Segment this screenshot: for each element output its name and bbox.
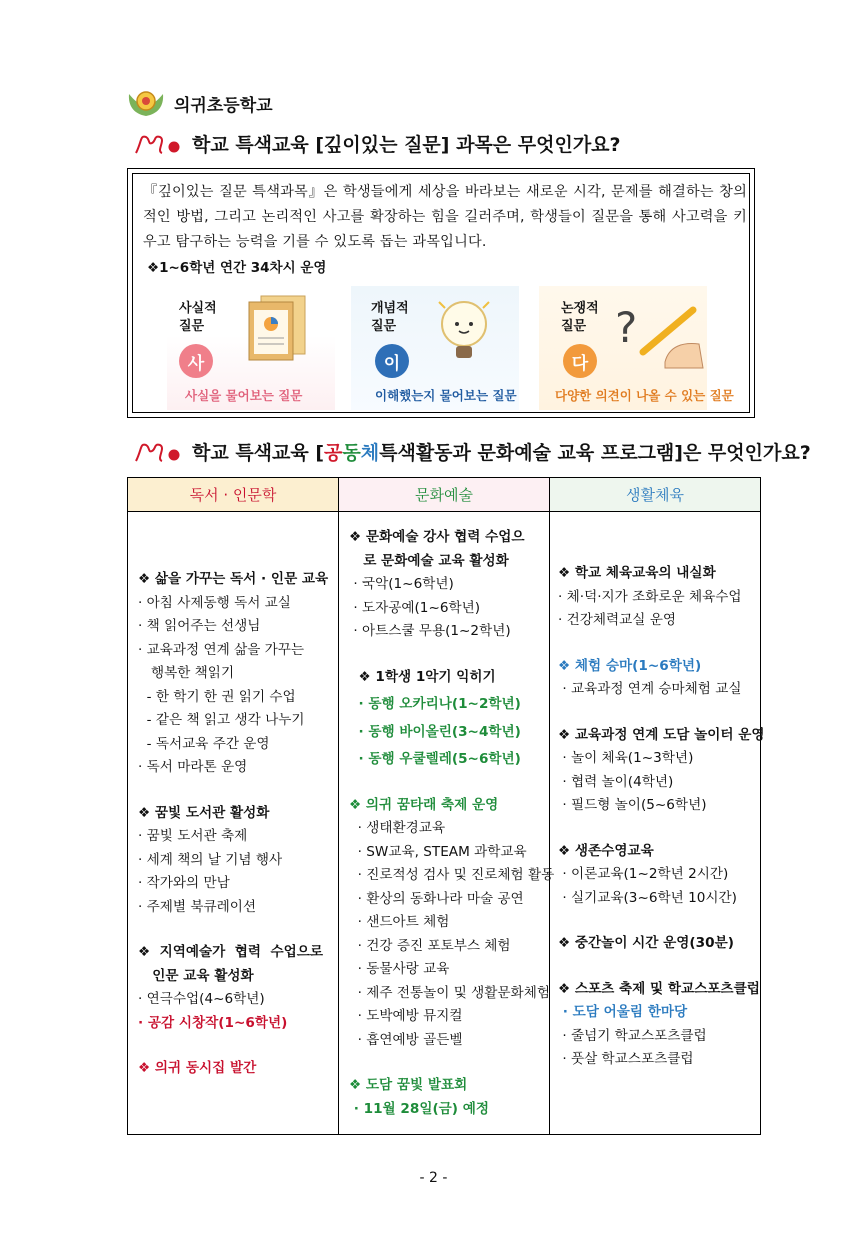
program-item: · SW교육, STEAM 과학교육 <box>349 843 527 860</box>
card-caption: 다양한 의견이 나올 수 있는 질문 <box>555 388 734 403</box>
program-item: - 한 학기 한 권 읽기 수업 <box>138 688 296 705</box>
title-suffix: 특색활동과 문화예술 교육 프로그램]은 무엇인가요? <box>379 442 811 464</box>
program-item: · 국악(1~6학년) <box>349 576 454 592</box>
program-item: ❖ 도담 꿈빛 발표회 <box>349 1077 468 1093</box>
program-item: · 도자공예(1~6학년) <box>349 599 481 616</box>
spacer <box>138 1035 338 1057</box>
school-name: 의귀초등학교 <box>174 95 273 116</box>
program-item: · 도박예방 뮤지컬 <box>349 1008 463 1024</box>
program-item: · 주제별 북큐레이션 <box>138 898 257 915</box>
program-item: · 풋살 학교스포츠클럽 <box>558 1051 694 1067</box>
section1-title: 학교 특색교육 [깊이있는 질문] 과목은 무엇인가요? <box>192 134 621 156</box>
question-card-conceptual <box>351 286 519 410</box>
program-item: · 꿈빛 도서관 축제 <box>138 828 248 844</box>
section1-description: 『깊이있는 질문 특색과목』은 학생들에게 세상을 바라보는 새로운 시각, 문제를 해결하는 창의적인 방법, 그리고 논리적인 사고를 확장하는 힘을 길러주며, 학생들이 질문을 통해 사고력을 키우고 탐구하는 능력을 기를 수 있도록 돕는 과목입니다. <box>143 184 747 250</box>
spacer <box>138 919 338 941</box>
title-che: 체 <box>360 442 380 464</box>
column-sports-list <box>558 512 765 1072</box>
program-item: · 필드형 놀이(5~6학년) <box>558 797 707 813</box>
column-sports <box>550 512 765 1135</box>
program-item: 행복한 책읽기 <box>138 665 235 681</box>
program-item: · 놀이 체육(1~3학년) <box>558 750 694 766</box>
program-item: · 아트스쿨 무용(1~2학년) <box>349 623 511 639</box>
program-item: ❖ 교육과정 연계 도담 놀이터 운영 <box>558 726 765 743</box>
header-sports: 생활체육 <box>550 478 761 512</box>
card-caption: 이해했는지 물어보는 질문 <box>375 388 517 403</box>
card-label <box>371 300 409 336</box>
program-item: ❖ 꿈빛 도서관 활성화 <box>138 804 270 821</box>
section2-heading <box>132 438 811 465</box>
program-item: · 도담 어울림 한마당 <box>558 1004 688 1020</box>
program-item: · 동물사랑 교육 <box>349 961 450 977</box>
column-culture-arts <box>339 512 555 1135</box>
spacer <box>138 780 338 802</box>
question-card-debate <box>539 286 734 410</box>
spacer <box>558 702 760 724</box>
card-letter-badge <box>179 344 213 378</box>
document-chart-icon <box>241 290 311 362</box>
section1-box <box>127 168 755 418</box>
program-item: · 공감 시창작(1~6학년) <box>138 1014 288 1031</box>
header-reading: 독서 · 인문학 <box>128 478 339 512</box>
program-item: · 세계 책의 날 기념 행사 <box>138 851 283 868</box>
program-item: ❖ 1학생 1악기 익히기 <box>349 668 496 685</box>
lightbulb-icon <box>429 292 499 372</box>
program-item: ❖ 문화예술 강사 협력 수업으 <box>349 529 525 545</box>
spacer <box>349 644 549 666</box>
program-item: · 아침 사제동행 독서 교실 <box>138 594 291 611</box>
program-item: · 동행 오카리나(1~2학년) <box>349 696 521 712</box>
spacer <box>558 956 760 978</box>
program-item: · 제주 전통놀이 및 생활문화체험 <box>349 984 550 1001</box>
header-culture-arts: 문화예술 <box>339 478 550 512</box>
spacer <box>558 512 760 562</box>
program-item: · 줄넘기 학교스포츠클럽 <box>558 1027 707 1044</box>
section1-heading <box>132 130 621 157</box>
program-item: · 11월 28일(금) 예정 <box>349 1100 490 1117</box>
card-letter: 이 <box>383 353 401 374</box>
program-item: ❖ 중간놀이 시간 운영(30분) <box>558 935 734 951</box>
spacer <box>558 818 760 840</box>
program-item: ❖ 스포츠 축제 및 학교스포츠클럽 <box>558 980 760 997</box>
card-letter: 사 <box>187 353 205 374</box>
heart-ribbon-icon <box>132 131 182 157</box>
spacer <box>349 512 549 526</box>
program-item: · 연극수업(4~6학년) <box>138 991 265 1007</box>
program-item: · 실기교육(3~6학년 10시간) <box>558 889 737 906</box>
program-item: ❖ 생존수영교육 <box>558 842 654 859</box>
program-item: · 책 읽어주는 선생님 <box>138 618 261 634</box>
program-item: · 교육과정 연계 삶을 가꾸는 <box>138 641 305 658</box>
program-item: · 샌드아트 체험 <box>349 914 450 930</box>
card-letter-badge <box>375 344 409 378</box>
card-label <box>179 300 217 336</box>
card-label-line2: 질문 <box>179 319 205 334</box>
section2-title <box>192 438 811 465</box>
spacer <box>349 1052 549 1074</box>
section1-inner-frame <box>132 173 750 413</box>
hand-pencil-question-icon <box>609 292 705 372</box>
school-header <box>126 86 273 120</box>
spacer <box>349 772 549 794</box>
program-item: 인문 교육 활성화 <box>138 967 254 984</box>
page-number: - 2 - <box>419 1170 448 1186</box>
program-item: ❖ 의귀 꿈타래 축제 운영 <box>349 796 499 813</box>
question-card-factual <box>167 286 335 410</box>
program-item: · 협력 놀이(4학년) <box>558 773 674 790</box>
program-item: ❖ 의귀 동시집 발간 <box>138 1060 257 1076</box>
program-item: - 독서교육 주간 운영 <box>138 735 270 752</box>
program-item: · 진로적성 검사 및 진로체험 활동 <box>349 867 555 883</box>
card-label-line2: 질문 <box>371 319 397 334</box>
program-item: · 교육과정 연계 승마체험 교실 <box>558 681 742 697</box>
spacer <box>138 512 338 568</box>
card-label-line1: 사실적 <box>179 301 217 316</box>
title-gong: 공 <box>324 442 343 464</box>
program-item: ❖ 지역예술가 협력 수업으로 <box>138 944 324 960</box>
program-item: · 건강체력교실 운영 <box>558 612 677 628</box>
card-label <box>561 300 599 336</box>
program-item: · 생태환경교육 <box>349 820 446 836</box>
program-item: · 동행 우쿨렐레(5~6학년) <box>349 751 521 767</box>
program-item: · 환상의 동화나라 마술 공연 <box>349 890 524 907</box>
column-reading-list <box>138 512 338 1081</box>
title-prefix: 학교 특색교육 [ <box>192 442 325 464</box>
card-caption: 사실을 물어보는 질문 <box>185 388 303 403</box>
program-item: · 작가와의 만남 <box>138 875 230 891</box>
spacer <box>558 910 760 932</box>
column-culture-arts-list <box>349 512 555 1121</box>
section1-bullet: ❖1~6학년 연간 34차시 운영 <box>147 260 327 276</box>
program-item: - 같은 책 읽고 생각 나누기 <box>138 712 305 728</box>
program-item: 로 문화예술 교육 활성화 <box>349 552 509 569</box>
card-letter-badge <box>563 344 597 378</box>
program-item: · 건강 증진 포토부스 체험 <box>349 937 511 954</box>
svg-text:?: ? <box>615 303 638 352</box>
card-label-line2: 질문 <box>561 319 587 334</box>
program-item: · 동행 바이올린(3~4학년) <box>349 723 521 740</box>
card-label-line1: 논쟁적 <box>561 301 599 316</box>
spacer <box>558 633 760 655</box>
program-table <box>127 477 765 1135</box>
school-emblem-icon <box>126 86 166 120</box>
program-item: ❖ 삶을 가꾸는 독서 · 인문 교육 <box>138 571 329 587</box>
program-item: · 흡연예방 골든벨 <box>349 1031 463 1048</box>
heart-ribbon-icon <box>132 439 182 465</box>
card-letter: 다 <box>571 353 589 374</box>
title-dong: 동 <box>342 442 361 464</box>
program-item: · 이론교육(1~2학년 2시간) <box>558 866 729 882</box>
program-item: ❖ 학교 체육교육의 내실화 <box>558 565 716 581</box>
program-item: · 체·덕·지가 조화로운 체육수업 <box>558 588 742 605</box>
program-item: ❖ 체험 승마(1~6학년) <box>558 657 702 674</box>
card-label-line1: 개념적 <box>371 301 409 316</box>
program-item: · 독서 마라톤 운영 <box>138 759 248 775</box>
column-reading <box>128 512 339 1135</box>
